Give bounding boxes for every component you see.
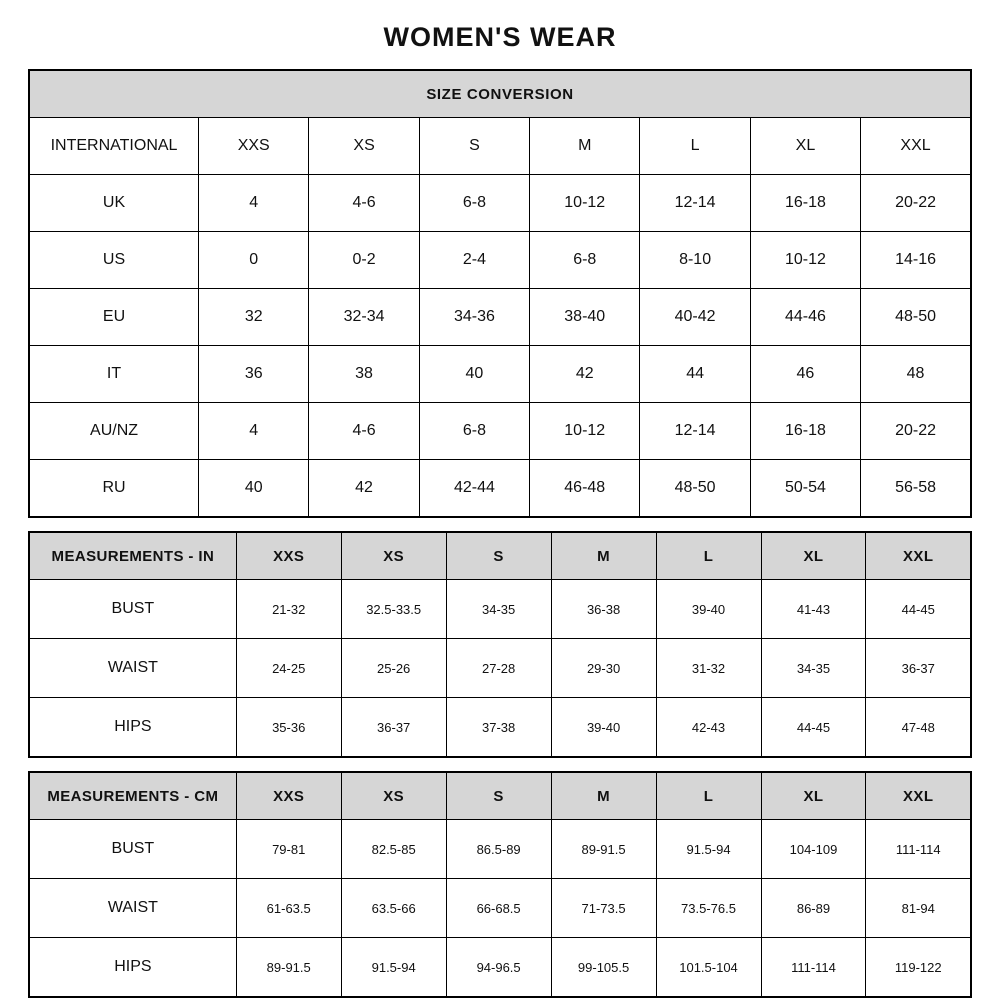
table-cell: 24-25 bbox=[236, 639, 341, 698]
row-label: WAIST bbox=[29, 879, 236, 938]
table-cell: 91.5-94 bbox=[341, 938, 446, 998]
table-cell: 21-32 bbox=[236, 580, 341, 639]
table-cell: 10-12 bbox=[530, 175, 640, 232]
table-row bbox=[29, 580, 971, 639]
table-cell: 94-96.5 bbox=[446, 938, 551, 998]
table-cell: 20-22 bbox=[861, 175, 971, 232]
row-label: BUST bbox=[29, 580, 236, 639]
table-cell: 10-12 bbox=[530, 403, 640, 460]
table-cell: 48-50 bbox=[640, 460, 750, 518]
table-cell: 91.5-94 bbox=[656, 820, 761, 879]
table-cell: 20-22 bbox=[861, 403, 971, 460]
table-cell: 0-2 bbox=[309, 232, 419, 289]
table-cell: 36-37 bbox=[866, 639, 971, 698]
table-cell: 71-73.5 bbox=[551, 879, 656, 938]
header-cell: XXS bbox=[236, 772, 341, 820]
row-label: AU/NZ bbox=[29, 403, 199, 460]
table-row bbox=[29, 346, 971, 403]
table-cell: 34-36 bbox=[419, 289, 529, 346]
header-cell: XL bbox=[761, 772, 866, 820]
table-row bbox=[29, 639, 971, 698]
table-cell: 40-42 bbox=[640, 289, 750, 346]
table-cell: 4 bbox=[199, 403, 309, 460]
table-cell: 42 bbox=[530, 346, 640, 403]
header-cell: MEASUREMENTS - IN bbox=[29, 532, 236, 580]
table-cell: 86.5-89 bbox=[446, 820, 551, 879]
table-cell: 79-81 bbox=[236, 820, 341, 879]
header-cell: S bbox=[446, 772, 551, 820]
table-cell: 61-63.5 bbox=[236, 879, 341, 938]
page-title: WOMEN'S WEAR bbox=[383, 22, 617, 52]
table-cell: 82.5-85 bbox=[341, 820, 446, 879]
table-row bbox=[29, 460, 971, 518]
table-cell: 47-48 bbox=[866, 698, 971, 758]
table-cell: 27-28 bbox=[446, 639, 551, 698]
table-cell: 36-37 bbox=[341, 698, 446, 758]
table-cell: 36-38 bbox=[551, 580, 656, 639]
table-cell: 6-8 bbox=[530, 232, 640, 289]
table-cell: 8-10 bbox=[640, 232, 750, 289]
table-row bbox=[29, 698, 971, 758]
table-cell: 4 bbox=[199, 175, 309, 232]
table-cell: 6-8 bbox=[419, 175, 529, 232]
table-cell: 37-38 bbox=[446, 698, 551, 758]
row-label: HIPS bbox=[29, 938, 236, 998]
header-cell: XS bbox=[309, 118, 419, 175]
header-cell: XXS bbox=[236, 532, 341, 580]
table-cell: 111-114 bbox=[761, 938, 866, 998]
header-cell: XXL bbox=[861, 118, 971, 175]
table-cell: 42-43 bbox=[656, 698, 761, 758]
header-row bbox=[29, 118, 971, 175]
header-cell: XXS bbox=[199, 118, 309, 175]
table-cell: 29-30 bbox=[551, 639, 656, 698]
table-cell: 48-50 bbox=[861, 289, 971, 346]
table-cell: 46 bbox=[750, 346, 860, 403]
header-row bbox=[29, 532, 971, 580]
table-cell: 42-44 bbox=[419, 460, 529, 518]
table-cell: 66-68.5 bbox=[446, 879, 551, 938]
table-cell: 32.5-33.5 bbox=[341, 580, 446, 639]
table-cell: 44 bbox=[640, 346, 750, 403]
table-cell: 44-45 bbox=[761, 698, 866, 758]
table-cell: 0 bbox=[199, 232, 309, 289]
table-cell: 48 bbox=[861, 346, 971, 403]
table-cell: 34-35 bbox=[761, 639, 866, 698]
table-row bbox=[29, 879, 971, 938]
size-conversion-banner: SIZE CONVERSION bbox=[29, 70, 971, 118]
table-cell: 104-109 bbox=[761, 820, 866, 879]
table-cell: 4-6 bbox=[309, 403, 419, 460]
table-cell: 32-34 bbox=[309, 289, 419, 346]
header-cell: MEASUREMENTS - CM bbox=[29, 772, 236, 820]
table-cell: 4-6 bbox=[309, 175, 419, 232]
table-cell: 89-91.5 bbox=[551, 820, 656, 879]
table-row bbox=[29, 232, 971, 289]
header-cell: M bbox=[551, 532, 656, 580]
header-cell: XS bbox=[341, 772, 446, 820]
row-label: BUST bbox=[29, 820, 236, 879]
row-label: WAIST bbox=[29, 639, 236, 698]
table-cell: 101.5-104 bbox=[656, 938, 761, 998]
header-cell: M bbox=[551, 772, 656, 820]
table-cell: 44-46 bbox=[750, 289, 860, 346]
table-row bbox=[29, 289, 971, 346]
row-label: UK bbox=[29, 175, 199, 232]
table-cell: 63.5-66 bbox=[341, 879, 446, 938]
table-row bbox=[29, 403, 971, 460]
row-label: IT bbox=[29, 346, 199, 403]
header-cell: INTERNATIONAL bbox=[29, 118, 199, 175]
header-cell: XS bbox=[341, 532, 446, 580]
header-cell: L bbox=[656, 772, 761, 820]
table-cell: 2-4 bbox=[419, 232, 529, 289]
size-conversion-banner-row bbox=[29, 70, 971, 118]
table-cell: 36 bbox=[199, 346, 309, 403]
header-cell: XL bbox=[761, 532, 866, 580]
table-cell: 34-35 bbox=[446, 580, 551, 639]
table-cell: 44-45 bbox=[866, 580, 971, 639]
header-cell: L bbox=[656, 532, 761, 580]
table-cell: 56-58 bbox=[861, 460, 971, 518]
header-cell: S bbox=[446, 532, 551, 580]
table-row bbox=[29, 938, 971, 998]
table-cell: 39-40 bbox=[551, 698, 656, 758]
table-cell: 119-122 bbox=[866, 938, 971, 998]
table-cell: 10-12 bbox=[750, 232, 860, 289]
table-cell: 12-14 bbox=[640, 175, 750, 232]
table-cell: 16-18 bbox=[750, 175, 860, 232]
table-cell: 86-89 bbox=[761, 879, 866, 938]
measurements-in-table bbox=[28, 531, 972, 758]
header-cell: S bbox=[419, 118, 529, 175]
table-cell: 41-43 bbox=[761, 580, 866, 639]
table-cell: 46-48 bbox=[530, 460, 640, 518]
row-label: EU bbox=[29, 289, 199, 346]
table-cell: 6-8 bbox=[419, 403, 529, 460]
header-cell: XXL bbox=[866, 532, 971, 580]
table-cell: 111-114 bbox=[866, 820, 971, 879]
table-cell: 12-14 bbox=[640, 403, 750, 460]
table-cell: 40 bbox=[199, 460, 309, 518]
table-cell: 38-40 bbox=[530, 289, 640, 346]
row-label: US bbox=[29, 232, 199, 289]
header-cell: L bbox=[640, 118, 750, 175]
table-cell: 73.5-76.5 bbox=[656, 879, 761, 938]
table-row bbox=[29, 820, 971, 879]
table-cell: 16-18 bbox=[750, 403, 860, 460]
table-cell: 25-26 bbox=[341, 639, 446, 698]
table-cell: 35-36 bbox=[236, 698, 341, 758]
table-cell: 99-105.5 bbox=[551, 938, 656, 998]
table-cell: 32 bbox=[199, 289, 309, 346]
measurements-cm-table bbox=[28, 771, 972, 998]
header-cell: M bbox=[530, 118, 640, 175]
header-cell: XXL bbox=[866, 772, 971, 820]
table-cell: 40 bbox=[419, 346, 529, 403]
table-cell: 50-54 bbox=[750, 460, 860, 518]
table-cell: 42 bbox=[309, 460, 419, 518]
header-row bbox=[29, 772, 971, 820]
table-cell: 14-16 bbox=[861, 232, 971, 289]
table-cell: 89-91.5 bbox=[236, 938, 341, 998]
table-cell: 31-32 bbox=[656, 639, 761, 698]
row-label: RU bbox=[29, 460, 199, 518]
header-cell: XL bbox=[750, 118, 860, 175]
table-cell: 81-94 bbox=[866, 879, 971, 938]
row-label: HIPS bbox=[29, 698, 236, 758]
table-row bbox=[29, 175, 971, 232]
size-conversion-table bbox=[28, 69, 972, 518]
table-cell: 39-40 bbox=[656, 580, 761, 639]
table-cell: 38 bbox=[309, 346, 419, 403]
